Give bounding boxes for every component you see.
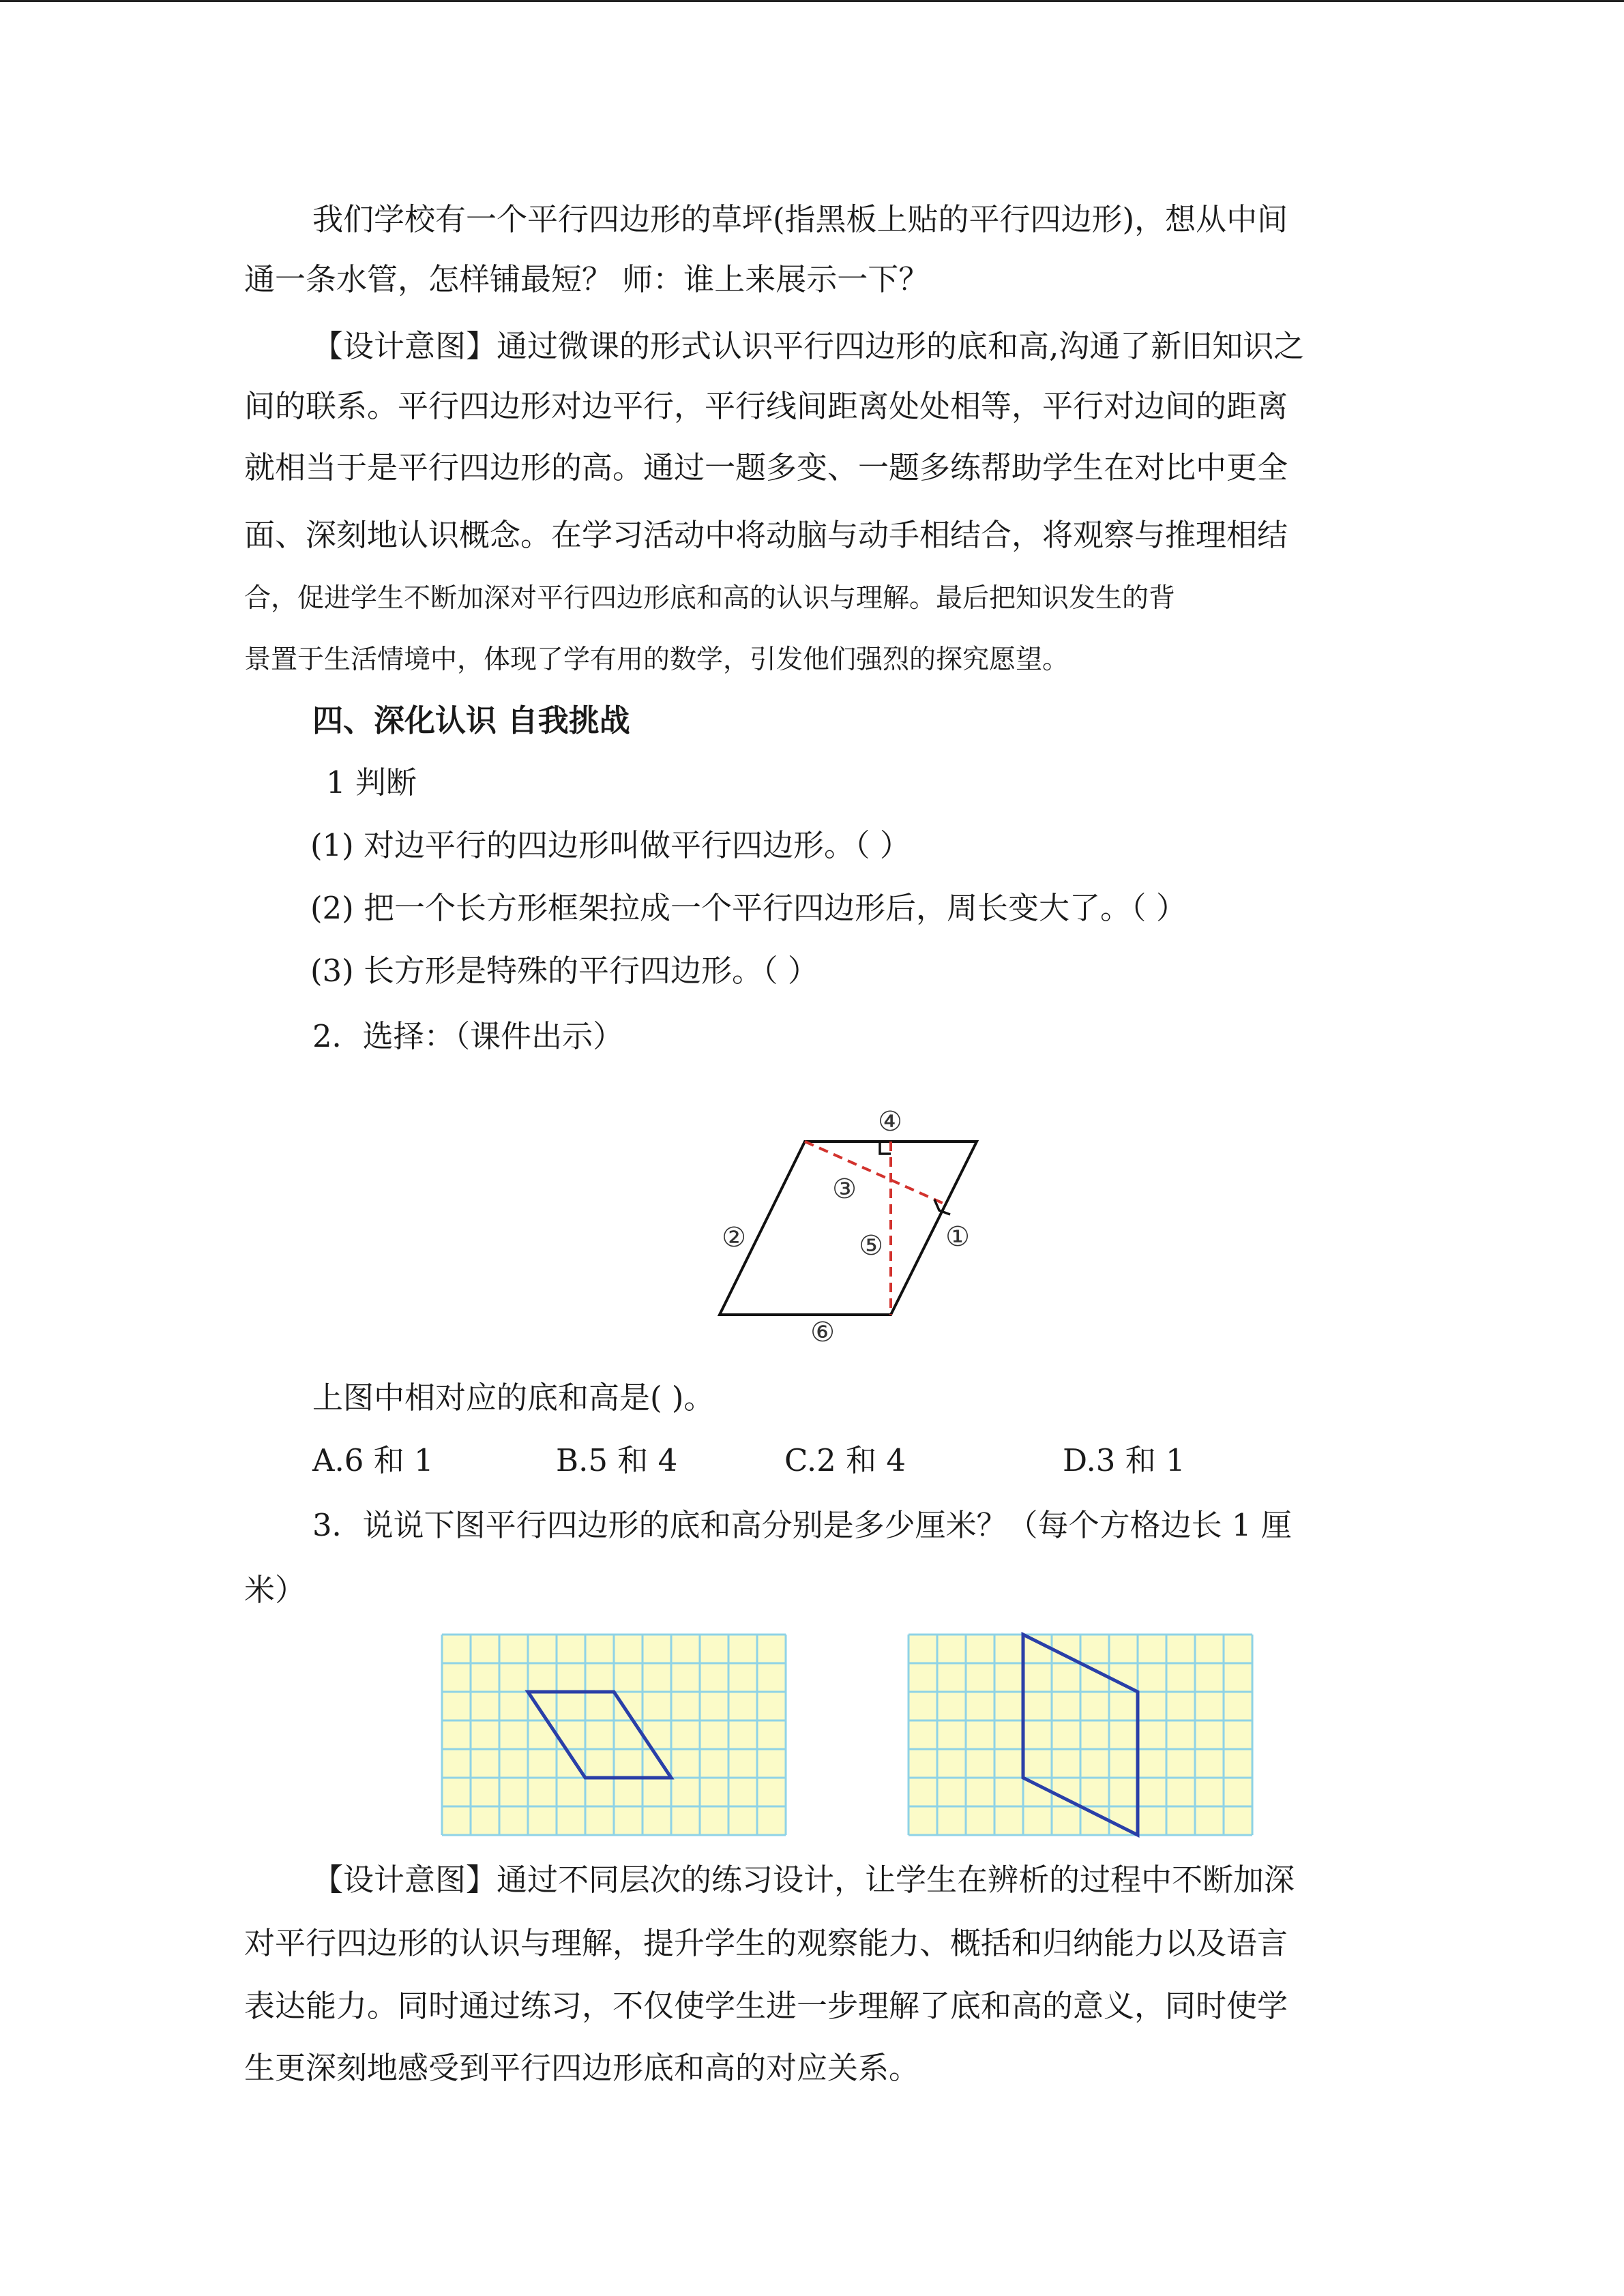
label-circled-1: ① — [945, 1221, 970, 1253]
label-circled-2: ② — [722, 1222, 746, 1253]
grid-figure-right — [909, 1635, 1252, 1835]
section-heading: 四、深化认识 自我挑战 — [312, 702, 630, 739]
choice-title: 2．选择：（课件出示） — [312, 1018, 624, 1054]
choice-option-b: B.5 和 4 — [556, 1442, 678, 1478]
judge-item-3: (3) 长方形是特殊的平行四边形。（ ） — [310, 953, 818, 989]
height-dashed-diagonal — [805, 1142, 945, 1204]
label-circled-4: ④ — [878, 1106, 902, 1137]
judge-item-2: (2) 把一个长方形框架拉成一个平行四边形后，周长变大了。（ ） — [310, 890, 1187, 926]
judge-item-1: (1) 对边平行的四边形叫做平行四边形。（ ） — [310, 827, 911, 863]
label-circled-6: ⑥ — [810, 1317, 835, 1348]
label-circled-5: ⑤ — [859, 1230, 883, 1262]
label-circled-3: ③ — [832, 1174, 857, 1205]
design-intent-2-line-2: 对平行四边形的认识与理解，提升学生的观察能力、概括和归纳能力以及语言 — [244, 1925, 1288, 1961]
design-intent-1-line-2: 间的联系。平行四边形对边平行，平行线间距离处处相等，平行对边间的距离 — [244, 388, 1288, 424]
question-3-line-2: 米） — [244, 1572, 306, 1608]
judge-title: 1 判断 — [326, 764, 417, 801]
choice-option-c: C.2 和 4 — [784, 1442, 906, 1478]
choice-question: 上图中相对应的底和高是( )。 — [312, 1380, 715, 1416]
choice-option-a: A.6 和 1 — [312, 1442, 434, 1478]
design-intent-2-line-4: 生更深刻地感受到平行四边形底和高的对应关系。 — [244, 2050, 920, 2086]
parallelogram-outline — [720, 1142, 977, 1315]
question-3-line-1: 3．说说下图平行四边形的底和高分别是多少厘米？（每个方格边长 1 厘 — [312, 1507, 1292, 1543]
design-intent-1-line-4: 面、深刻地认识概念。在学习活动中将动脑与动手相结合，将观察与推理相结 — [244, 517, 1288, 553]
intro-line-2: 通一条水管，怎样铺最短？ 师：谁上来展示一下？ — [244, 261, 930, 297]
design-intent-2-line-3: 表达能力。同时通过练习，不仅使学生进一步理解了底和高的意义，同时使学 — [244, 1988, 1288, 2024]
choice-option-d: D.3 和 1 — [1063, 1442, 1185, 1478]
right-angle-mark-top — [880, 1142, 891, 1154]
design-intent-1-line-3: 就相当于是平行四边形的高。通过一题多变、一题多练帮助学生在对比中更全 — [244, 449, 1288, 486]
design-intent-2-line-1: 【设计意图】通过不同层次的练习设计，让学生在辨析的过程中不断加深 — [312, 1862, 1295, 1898]
design-intent-1-line-1: 【设计意图】通过微课的形式认识平行四边形的底和高,沟通了新旧知识之 — [312, 328, 1305, 364]
grid-figure-left — [442, 1635, 786, 1835]
design-intent-1-line-6: 景置于生活情境中，体现了学有用的数学，引发他们强烈的探究愿望。 — [244, 644, 1069, 675]
intro-line-1: 我们学校有一个平行四边形的草坪(指黑板上贴的平行四边形)，想从中间 — [312, 201, 1288, 237]
design-intent-1-line-5: 合，促进学生不断加深对平行四边形底和高的认识与理解。最后把知识发生的背 — [244, 583, 1176, 614]
